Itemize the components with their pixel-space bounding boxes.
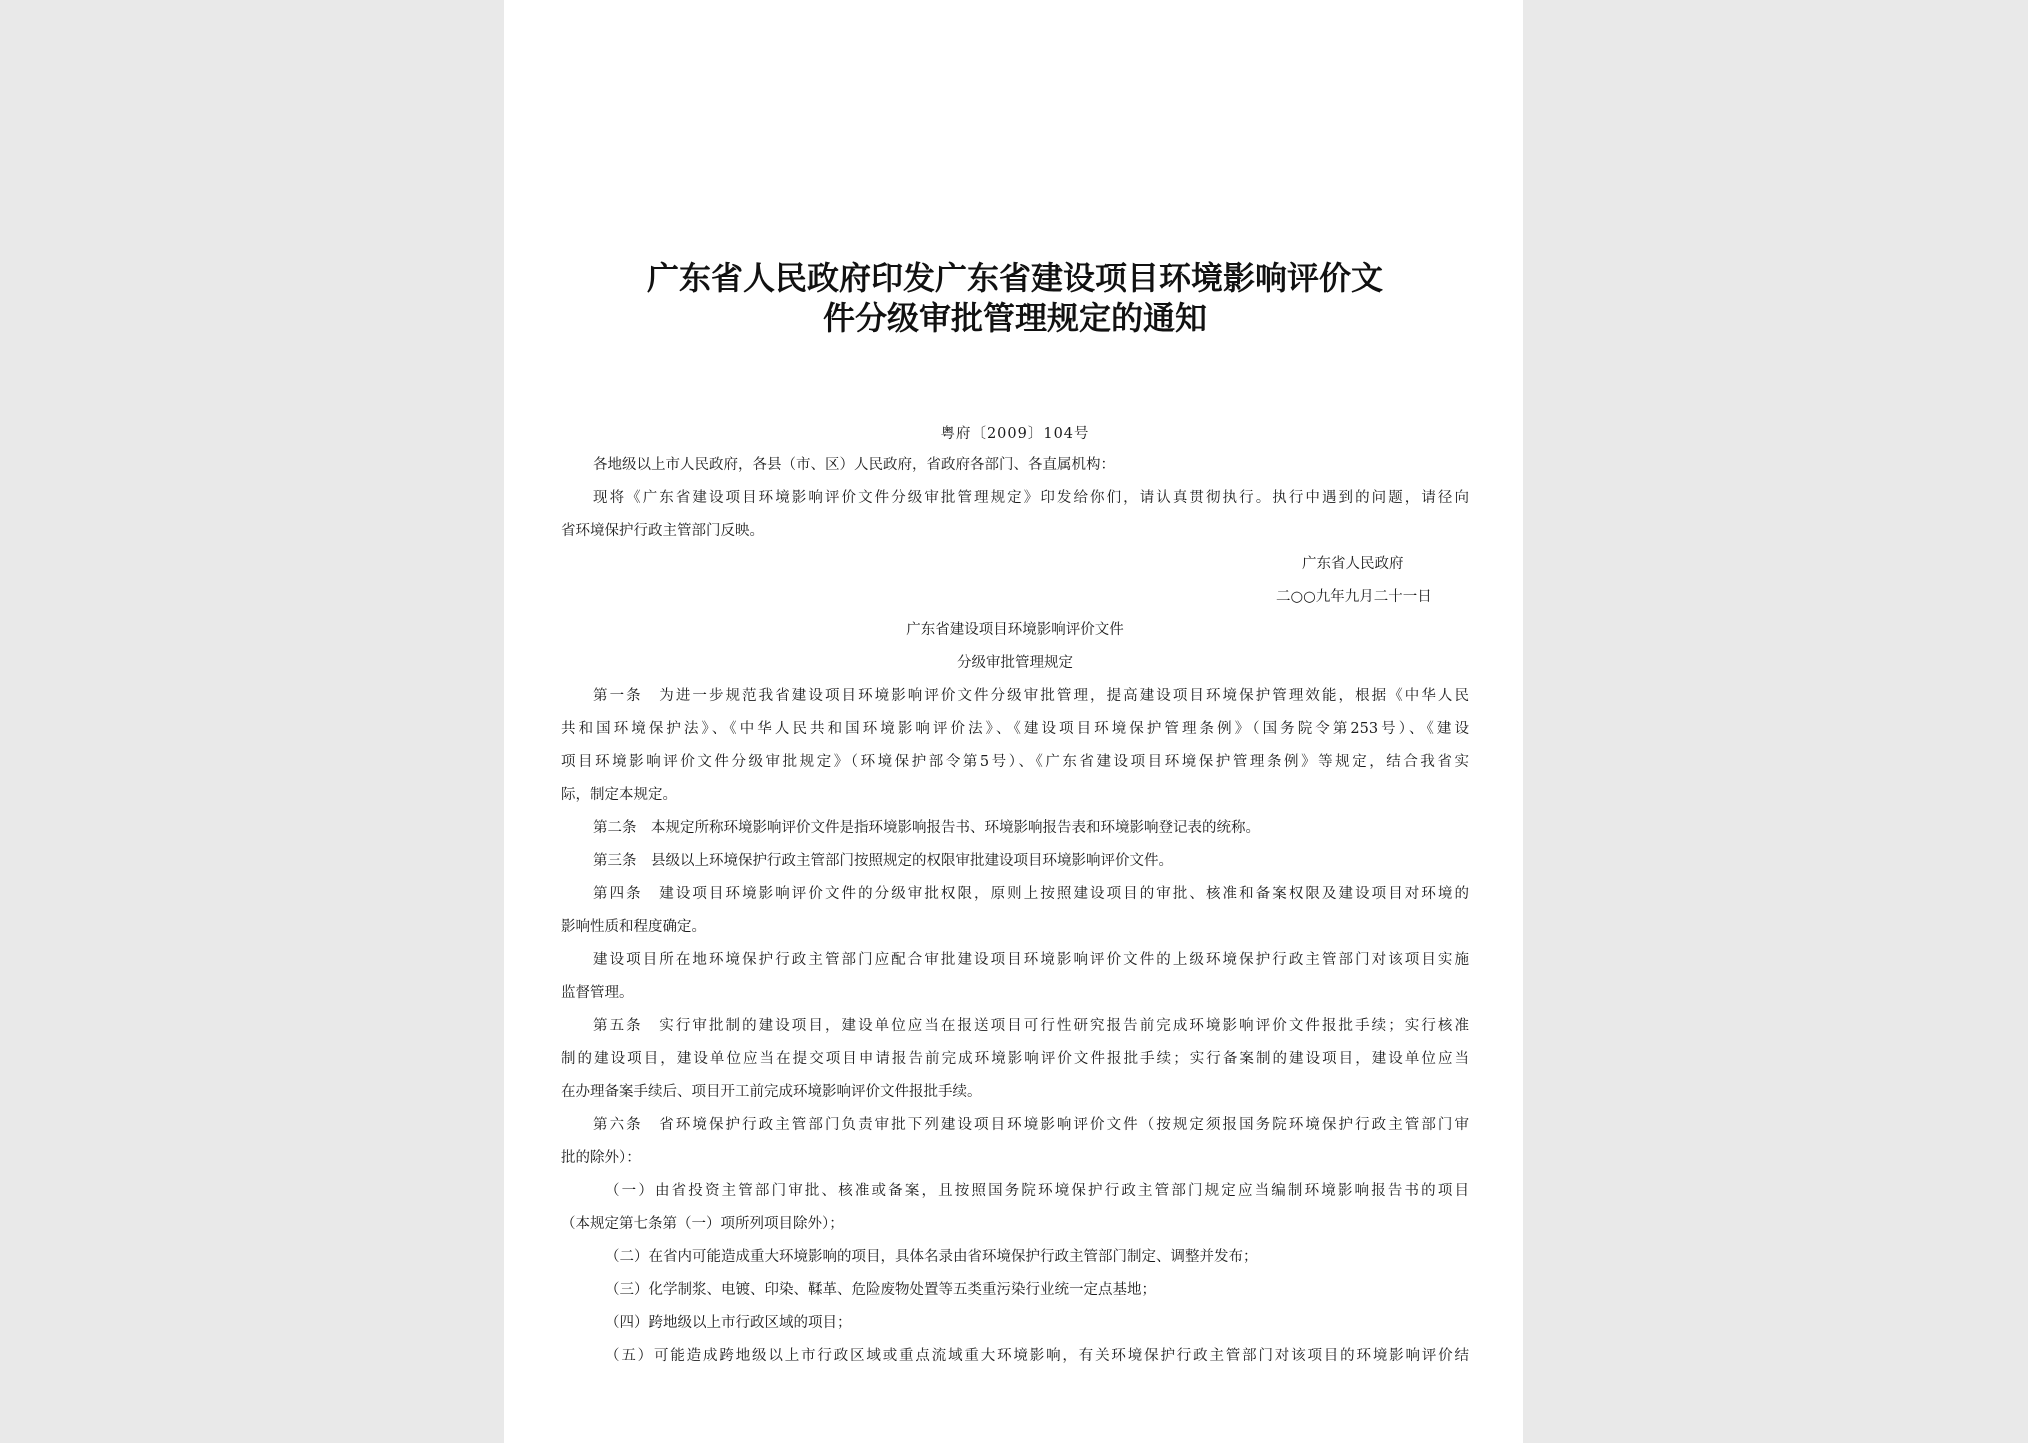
document-title [561,258,1469,338]
paragraph-line: 现将《广东省建设项目环境影响评价文件分级审批管理规定》印发给你们，请认真贯彻执行。执行中遇到的问题，请径向 [593,490,1469,506]
regulation-title: 分级审批管理规定 [957,655,1073,671]
paragraph-line: 项目环境影响评价文件分级审批规定》（环境保护部令第5号）、《广东省建设项目环境保护管理条例》等规定，结合我省实 [561,754,1469,770]
regulation-title: 广东省建设项目环境影响评价文件 [906,622,1124,638]
paragraph-line: 第三条 县级以上环境保护行政主管部门按照规定的权限审批建设项目环境影响评价文件。 [593,853,1173,869]
document-page [504,0,1523,1443]
list-item: （三）化学制浆、电镀、印染、鞣革、危险废物处置等五类重污染行业统一定点基地； [605,1282,1156,1298]
document-date: 二○○九年九月二十一日 [1276,589,1432,605]
list-item-line: （一）由省投资主管部门审批、核准或备案，且按照国务院环境保护行政主管部门规定应当编制环境影响报告书的项目 [605,1183,1469,1199]
paragraph-line: 第四条 建设项目环境影响评价文件的分级审批权限，原则上按照建设项目的审批、核准和备案权限及建设项目对环境的 [593,886,1469,902]
paragraph-line: 共和国环境保护法》、《中华人民共和国环境影响评价法》、《建设项目环境保护管理条例》（国务院令第253号）、《建设 [561,721,1469,737]
paragraph-line: 制的建设项目，建设单位应当在提交项目申请报告前完成环境影响评价文件报批手续；实行备案制的建设项目，建设单位应当 [561,1051,1469,1067]
paragraph-line: 第一条 为进一步规范我省建设项目环境影响评价文件分级审批管理，提高建设项目环境保护管理效能，根据《中华人民 [593,688,1469,704]
paragraph-line: 在办理备案手续后、项目开工前完成环境影响评价文件报批手续。 [561,1084,982,1100]
paragraph-line: 第六条 省环境保护行政主管部门负责审批下列建设项目环境影响评价文件（按规定须报国务院环境保护行政主管部门审 [593,1117,1469,1133]
paragraph-line: 第二条 本规定所称环境影响评价文件是指环境影响报告书、环境影响报告表和环境影响登记表的统称。 [593,820,1260,836]
title-line: 件分级审批管理规定的通知 [822,299,1207,337]
paragraph-line: 影响性质和程度确定。 [561,919,706,935]
list-item-line: （五）可能造成跨地级以上市行政区域或重点流域重大环境影响，有关环境保护行政主管部门对该项目的环境影响评价结 [605,1348,1469,1364]
title-line: 广东省人民政府印发广东省建设项目环境影响评价文 [646,259,1383,297]
list-item: （二）在省内可能造成重大环境影响的项目，具体名录由省环境保护行政主管部门制定、调整并发布； [605,1249,1258,1265]
signer: 广东省人民政府 [1302,556,1404,572]
paragraph-line: 监督管理。 [561,985,634,1001]
paragraph-line: 际，制定本规定。 [561,787,677,803]
list-item-line: （本规定第七条第（一）项所列项目除外）； [561,1216,844,1232]
addressee: 各地级以上市人民政府，各县（市、区）人民政府，省政府各部门、各直属机构： [593,457,1115,473]
paragraph-line: 批的除外）： [561,1150,641,1166]
document-number: 粤府〔2009〕104号 [940,426,1090,442]
paragraph-line: 第五条 实行审批制的建设项目，建设单位应当在报送项目可行性研究报告前完成环境影响评价文件报批手续；实行核准 [593,1018,1469,1034]
paragraph-line: 建设项目所在地环境保护行政主管部门应配合审批建设项目环境影响评价文件的上级环境保护行政主管部门对该项目实施 [593,952,1469,968]
list-item: （四）跨地级以上市行政区域的项目； [605,1315,852,1331]
paragraph-line: 省环境保护行政主管部门反映。 [561,523,764,539]
